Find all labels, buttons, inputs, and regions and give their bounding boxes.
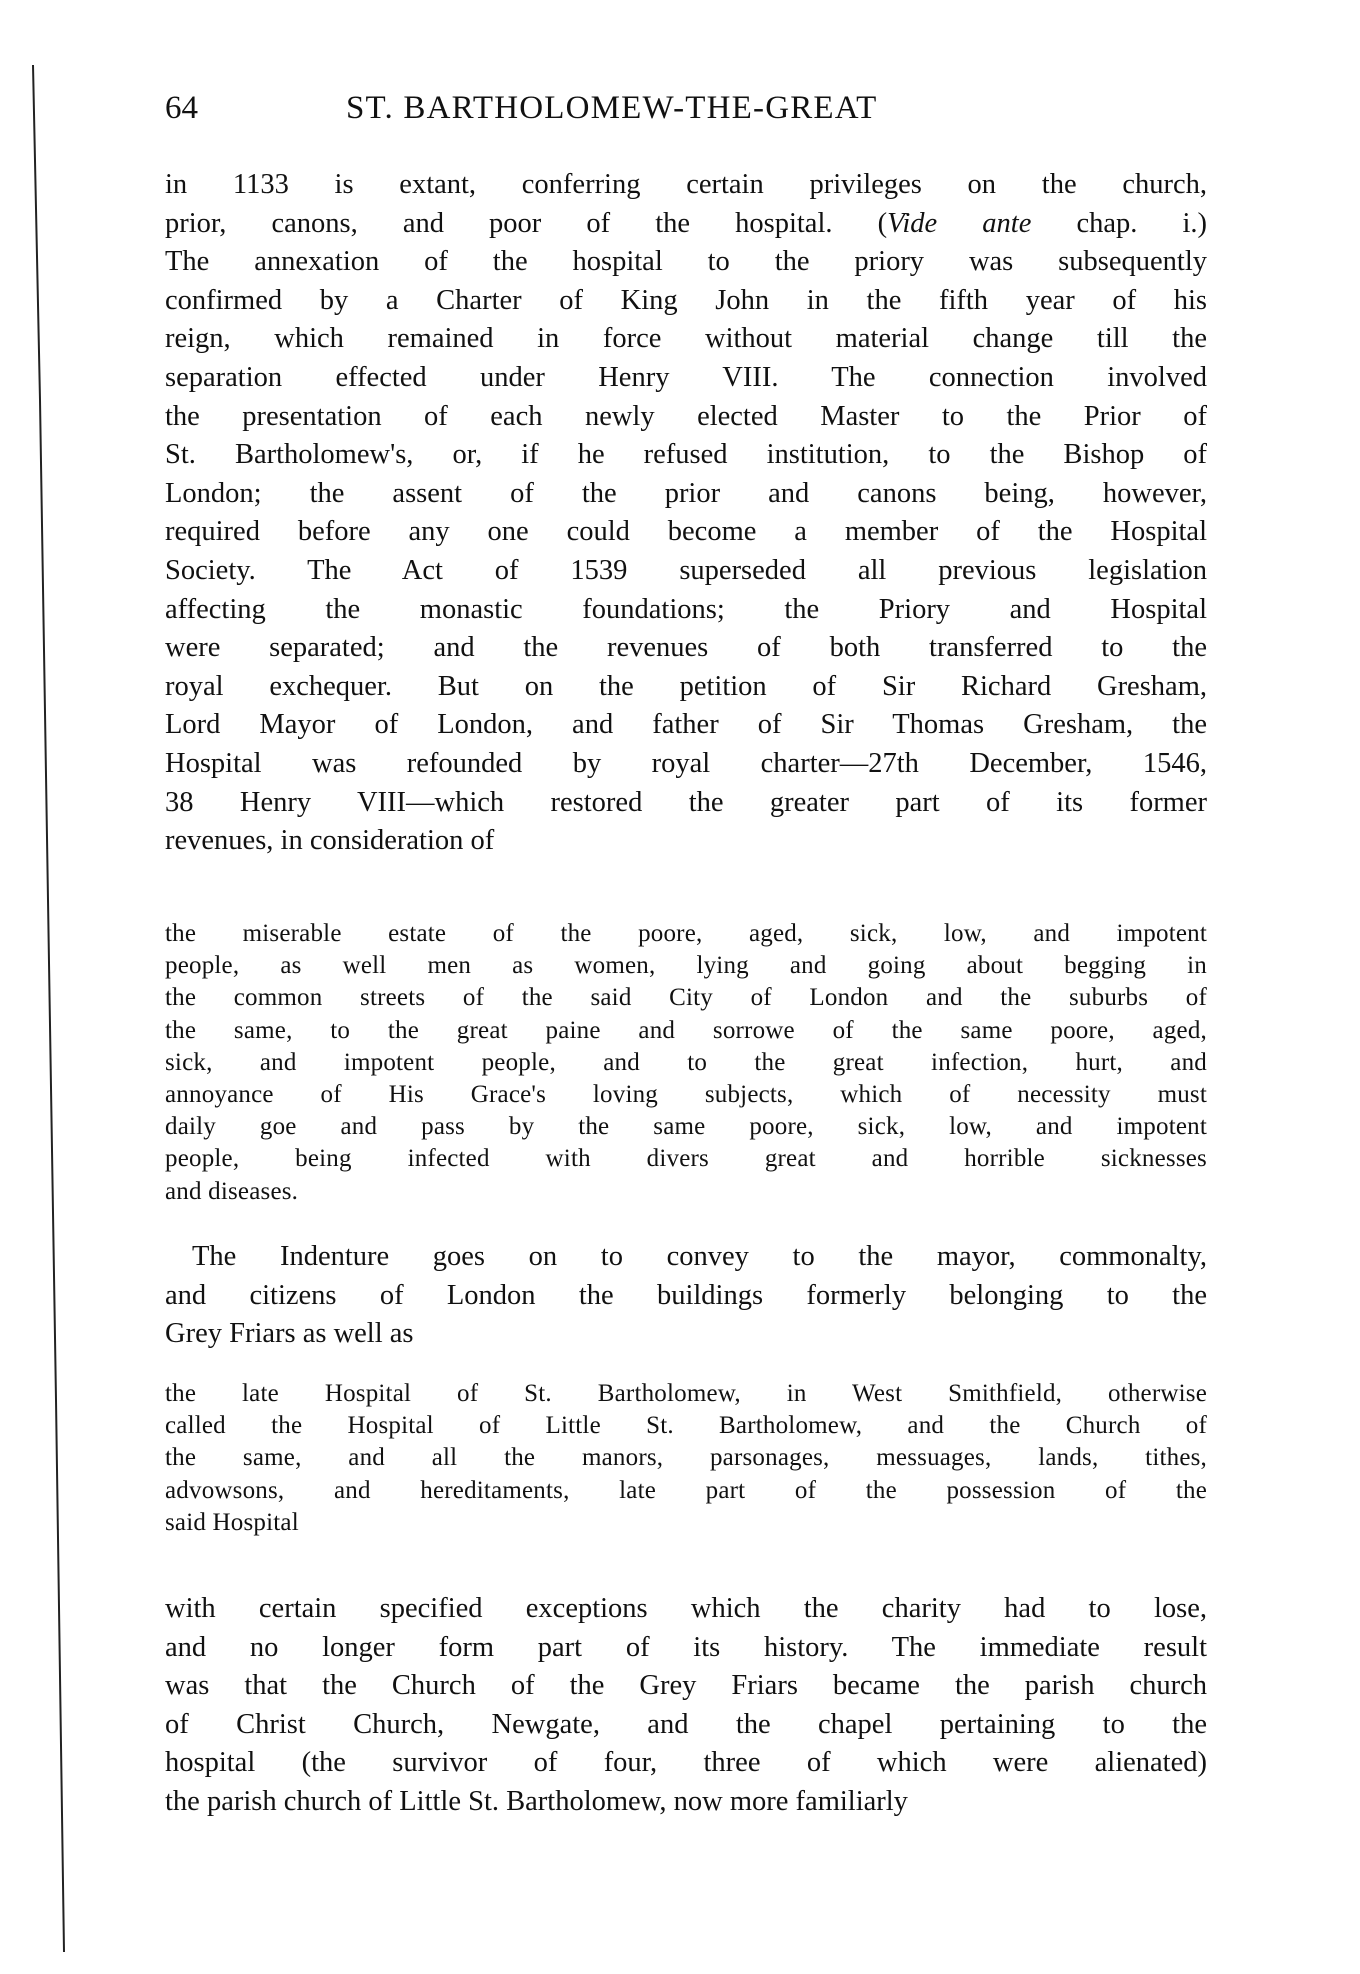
quote-line: daily goe and pass by the same poore, sick, low, and impotent — [165, 1113, 1207, 1141]
running-title: ST. BARTHOLOMEW-THE-GREAT — [346, 90, 878, 126]
text-line: hospital (the survivor of four, three of which were alienated) — [165, 1747, 1207, 1779]
quote-line: said Hospital — [165, 1508, 299, 1536]
text-line: 38 Henry VIII—which restored the greater part of its former — [165, 786, 1207, 818]
text-line: and no longer form part of its history. The immediate result — [165, 1631, 1207, 1663]
text-line: revenues, in consideration of — [165, 825, 495, 857]
text-line: London; the assent of the prior and canons being, however, — [165, 477, 1207, 509]
text-line: Society. The Act of 1539 superseded all previous legislation — [165, 555, 1207, 586]
text-line: the presentation of each newly elected Master to the Prior of — [165, 400, 1207, 432]
quote-line: sick, and impotent people, and to the great infection, hurt, and — [165, 1048, 1207, 1076]
quote-line: and diseases. — [165, 1177, 299, 1205]
quote-line: the miserable estate of the poore, aged, sick, low, and impotent — [165, 920, 1207, 947]
quote-line: the same, and all the manors, parsonages, messuages, lands, tithes, — [165, 1444, 1207, 1472]
quote-line: annoyance of His Grace's loving subjects, which of necessity must — [165, 1081, 1207, 1108]
text-line: The annexation of the hospital to the priory was subsequently — [165, 246, 1207, 278]
quote-line: the late Hospital of St. Bartholomew, in West Smithfield, otherwise — [165, 1380, 1207, 1407]
quote-line: advowsons, and hereditaments, late part of the possession of the — [165, 1476, 1207, 1504]
text-line: royal exchequer. But on the petition of Sir Richard Gresham, — [165, 670, 1207, 702]
text-line: confirmed by a Charter of King John in the fifth year of his — [165, 284, 1207, 316]
text-line: Hospital was refounded by royal charter—27th December, 1546, — [165, 748, 1207, 779]
quote-line: the common streets of the said City of London and the suburbs of — [165, 984, 1207, 1012]
text-line: were separated; and the revenues of both transferred to the — [165, 632, 1207, 664]
text-line: St. Bartholomew's, or, if he refused institution, to the Bishop of — [165, 439, 1207, 471]
text-line: reign, which remained in force without material change till the — [165, 323, 1207, 355]
text-line: The Indenture goes on to convey to the mayor, commonalty, — [192, 1241, 1207, 1272]
quote-line: called the Hospital of Little St. Bartholomew, and the Church of — [165, 1412, 1207, 1440]
quote-line: people, being infected with divers great and horrible sicknesses — [165, 1145, 1207, 1173]
quote-line: people, as well men as women, lying and going about begging in — [165, 952, 1207, 980]
page-edge-line — [33, 65, 64, 1952]
text-line: separation effected under Henry VIII. The connection involved — [165, 362, 1207, 393]
page-number: 64 — [165, 90, 198, 126]
text-line: Lord Mayor of London, and father of Sir Thomas Gresham, the — [165, 709, 1207, 741]
text-line: the parish church of Little St. Bartholomew, now more familiarly — [165, 1786, 908, 1817]
italic-citation: Vide ante — [887, 207, 1032, 239]
text-line: affecting the monastic foundations; the Priory and Hospital — [165, 593, 1207, 625]
text-line: Grey Friars as well as — [165, 1318, 414, 1350]
text-line: with certain specified exceptions which the charity had to lose, — [165, 1593, 1207, 1624]
text-line: was that the Church of the Grey Friars became the parish church — [165, 1670, 1207, 1702]
running-header — [165, 88, 1207, 128]
text-line: of Christ Church, Newgate, and the chapel pertaining to the — [165, 1708, 1207, 1740]
text-line: in 1133 is extant, conferring certain privileges on the church, — [165, 169, 1207, 200]
quote-line: the same, to the great paine and sorrowe of the same poore, aged, — [165, 1016, 1207, 1044]
text-line: prior, canons, and poor of the hospital. (Vide ante chap. i.) — [165, 207, 1207, 239]
text-line: and citizens of London the buildings formerly belonging to the — [165, 1279, 1207, 1311]
text-line: required before any one could become a member of the Hospital — [165, 516, 1207, 548]
